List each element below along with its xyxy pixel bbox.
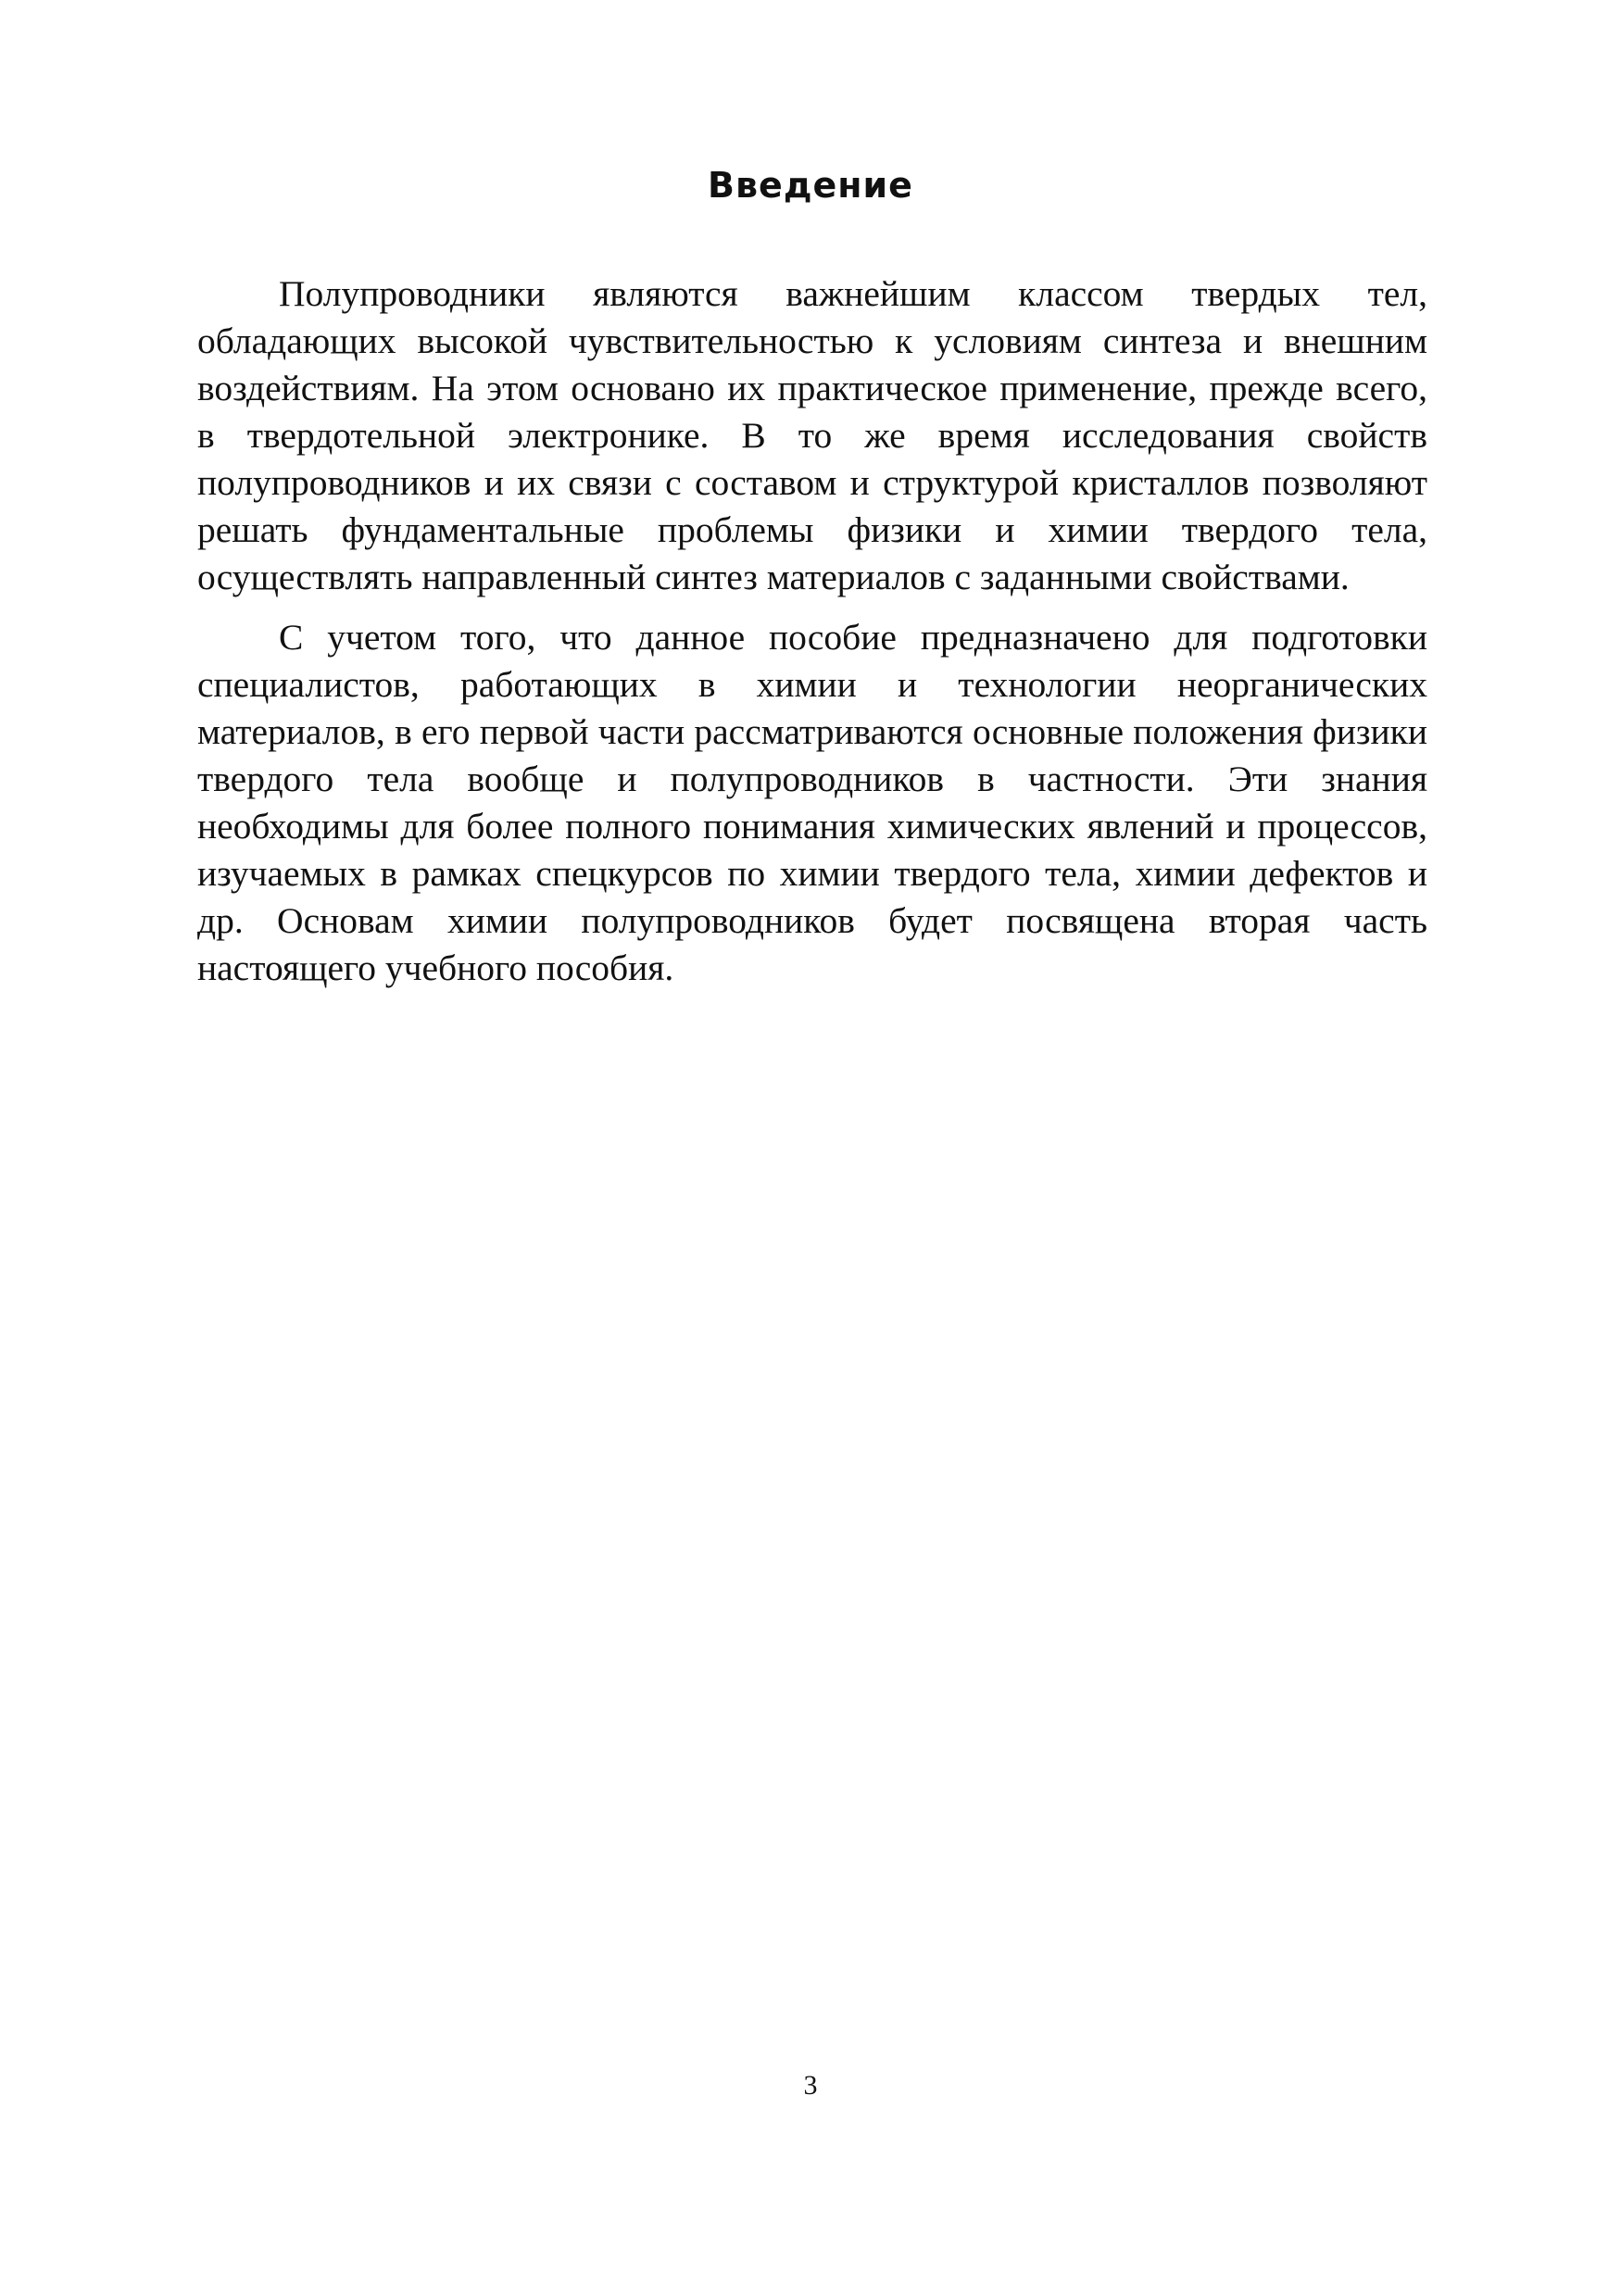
page-number: 3: [803, 2070, 818, 2101]
paragraph-1: Полупроводники являются важнейшим классом твердых тел, обладающих высокой чувствительностью к условиям синтеза и внешним воздействиям. На этом основано их практическое применение, прежде всего, в твердотельной электронике. В то же время исследования свойств полупроводников и их связи с составом и структурой кристаллов позволяют решать фундаментальные проблемы физики и химии твердого тела, осуществлять направленный синтез материалов с заданными свойствами.: [197, 273, 1427, 597]
body-text: [197, 270, 1427, 992]
paragraph-2: С учетом того, что данное пособие предназначено для подготовки специалистов, работающих в химии и технологии неорганических материалов, в его первой части рассматриваются основные положения физики твердого тела вообще и полупроводников в частности. Эти знания необходимы для более полного понимания химических явлений и процессов, изучаемых в рамках спецкурсов по химии твердого тела, химии дефектов и др. Основам химии полупроводников будет посвящена вторая часть настоящего учебного пособия.: [197, 617, 1427, 988]
page-title: Введение: [708, 165, 913, 206]
